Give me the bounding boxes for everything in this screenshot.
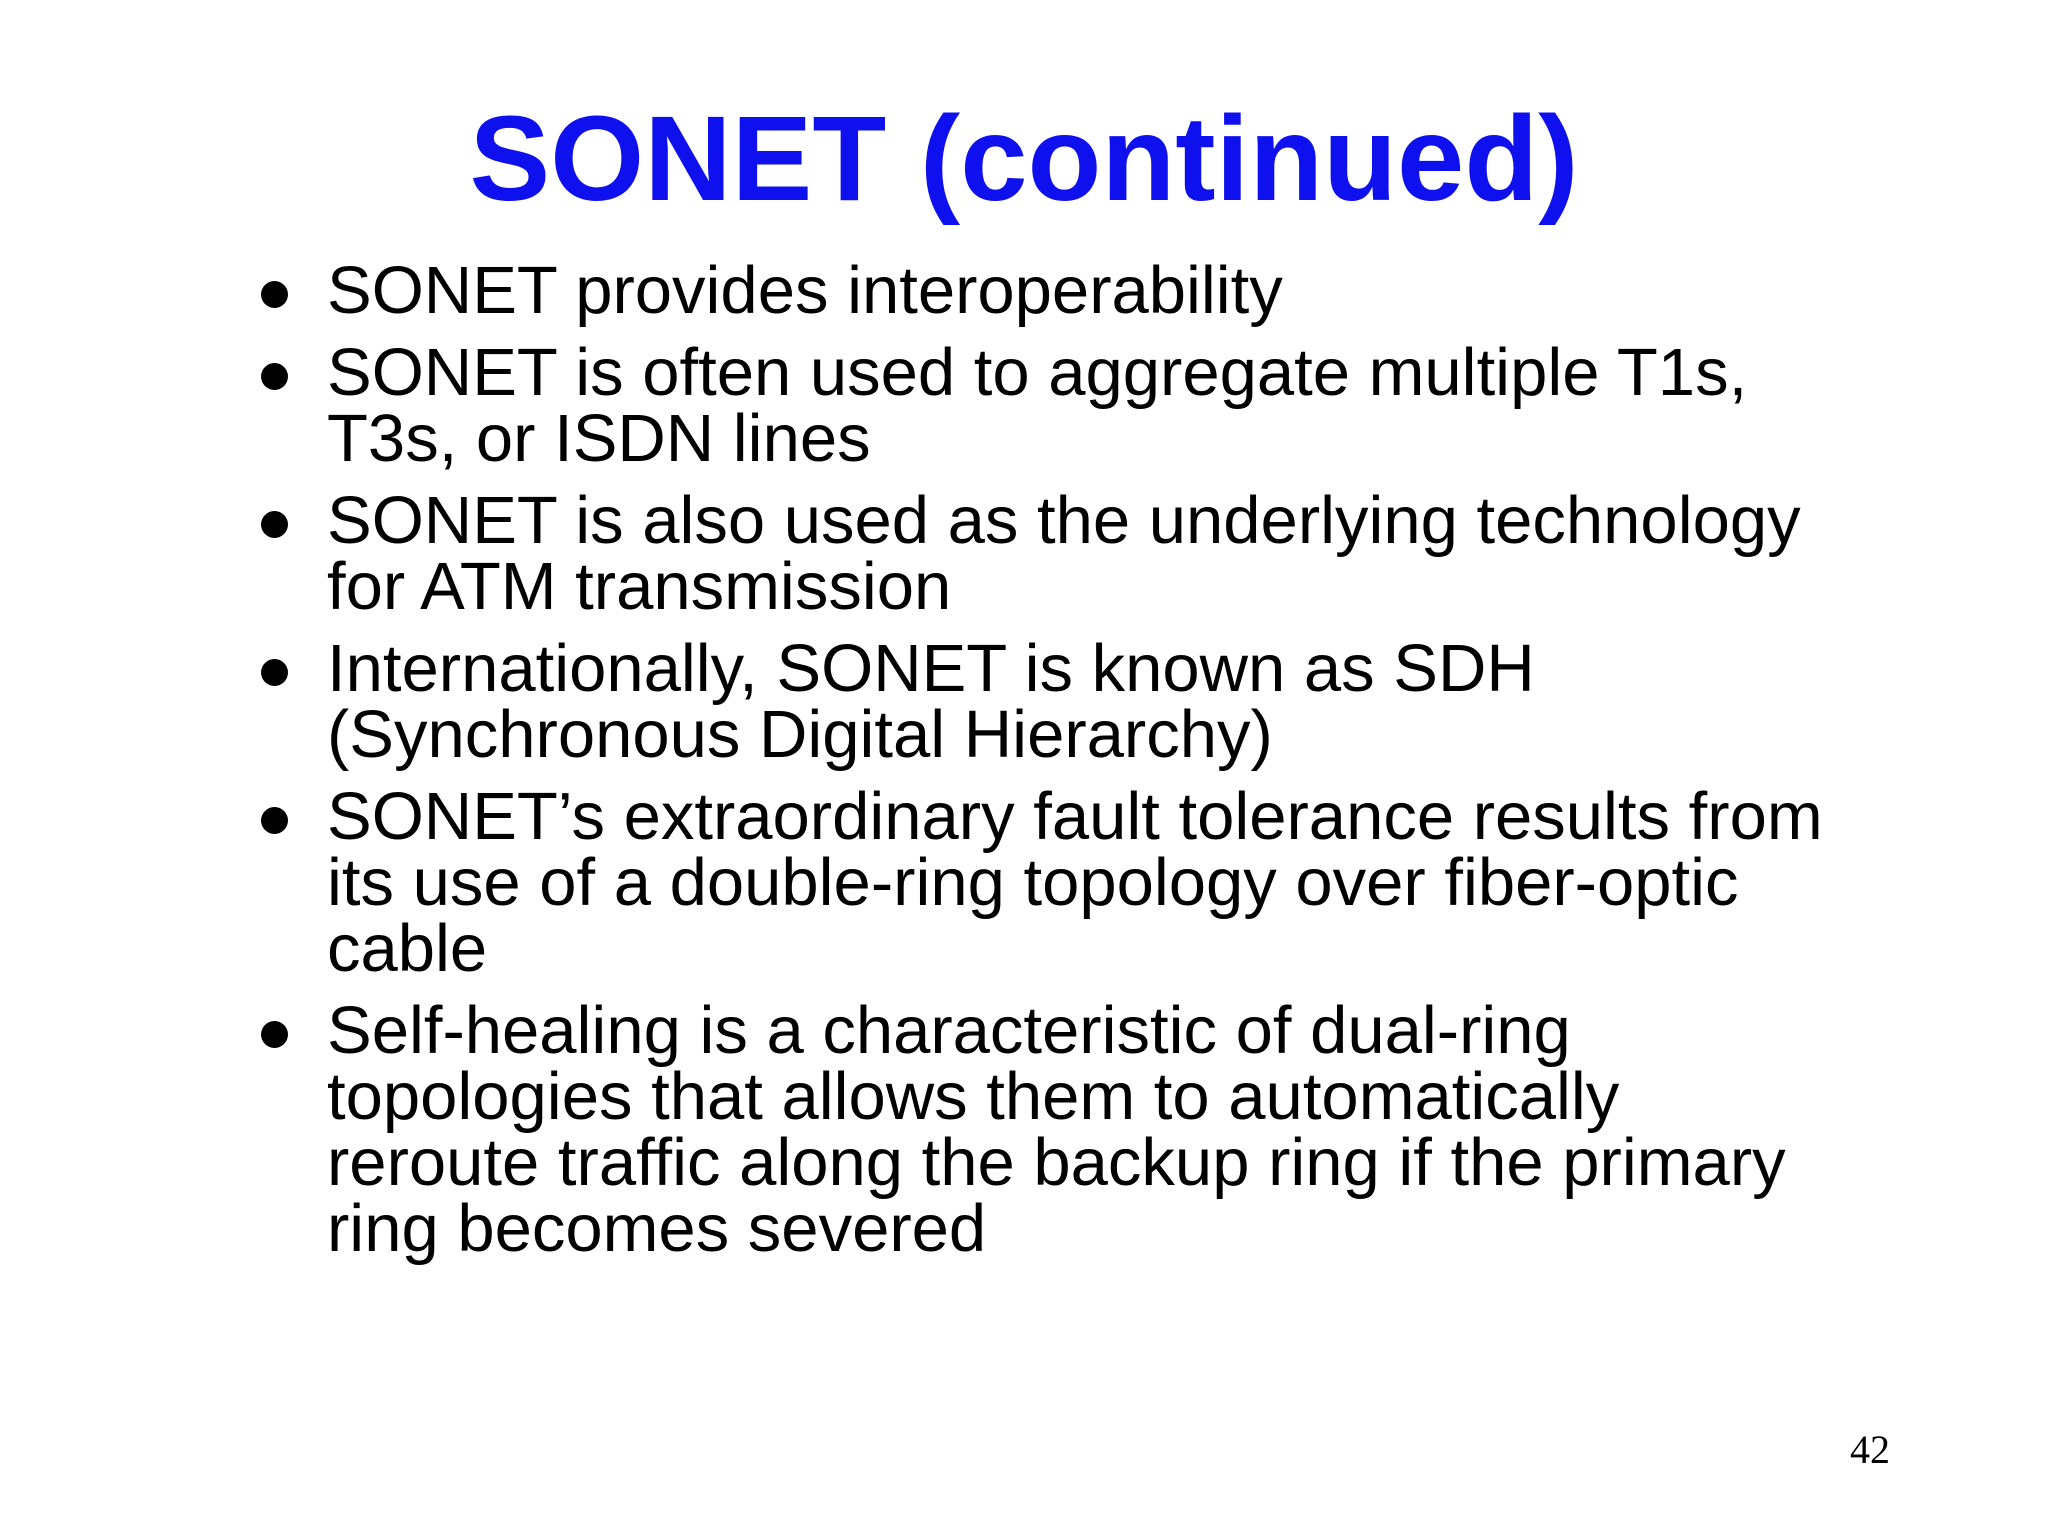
- page-number: 42: [1850, 1427, 1890, 1472]
- bullet-icon: [261, 659, 288, 686]
- bullet-text: Self-healing is a characteristic of dual-ring topologies that allows them to automatically reroute traffic along the backup ring if the primary ring becomes severed: [327, 993, 1786, 1266]
- bullet-item: [255, 483, 1895, 624]
- bullet-text: SONET’s extraordinary fault tolerance results from its use of a double-ring topology over fiber-optic cable: [327, 779, 1823, 986]
- bullet-text: SONET is often used to aggregate multiple T1s, T3s, or ISDN lines: [327, 335, 1748, 476]
- bullet-item: [255, 779, 1895, 986]
- bullet-item: [255, 993, 1895, 1266]
- bullet-text: SONET is also used as the underlying technology for ATM transmission: [327, 483, 1801, 624]
- bullet-icon: [261, 807, 288, 834]
- bullet-text: SONET provides interoperability: [327, 253, 1283, 328]
- bullet-item: [255, 335, 1895, 476]
- bullet-list: [255, 253, 1895, 1278]
- bullet-item: [255, 253, 1895, 328]
- bullet-icon: [261, 281, 288, 308]
- bullet-icon: [261, 1021, 288, 1048]
- bullet-text: Internationally, SONET is known as SDH (Synchronous Digital Hierarchy): [327, 631, 1535, 772]
- bullet-item: [255, 631, 1895, 772]
- slide-title: SONET (continued): [469, 90, 1579, 226]
- bullet-icon: [261, 511, 288, 538]
- bullet-icon: [261, 363, 288, 390]
